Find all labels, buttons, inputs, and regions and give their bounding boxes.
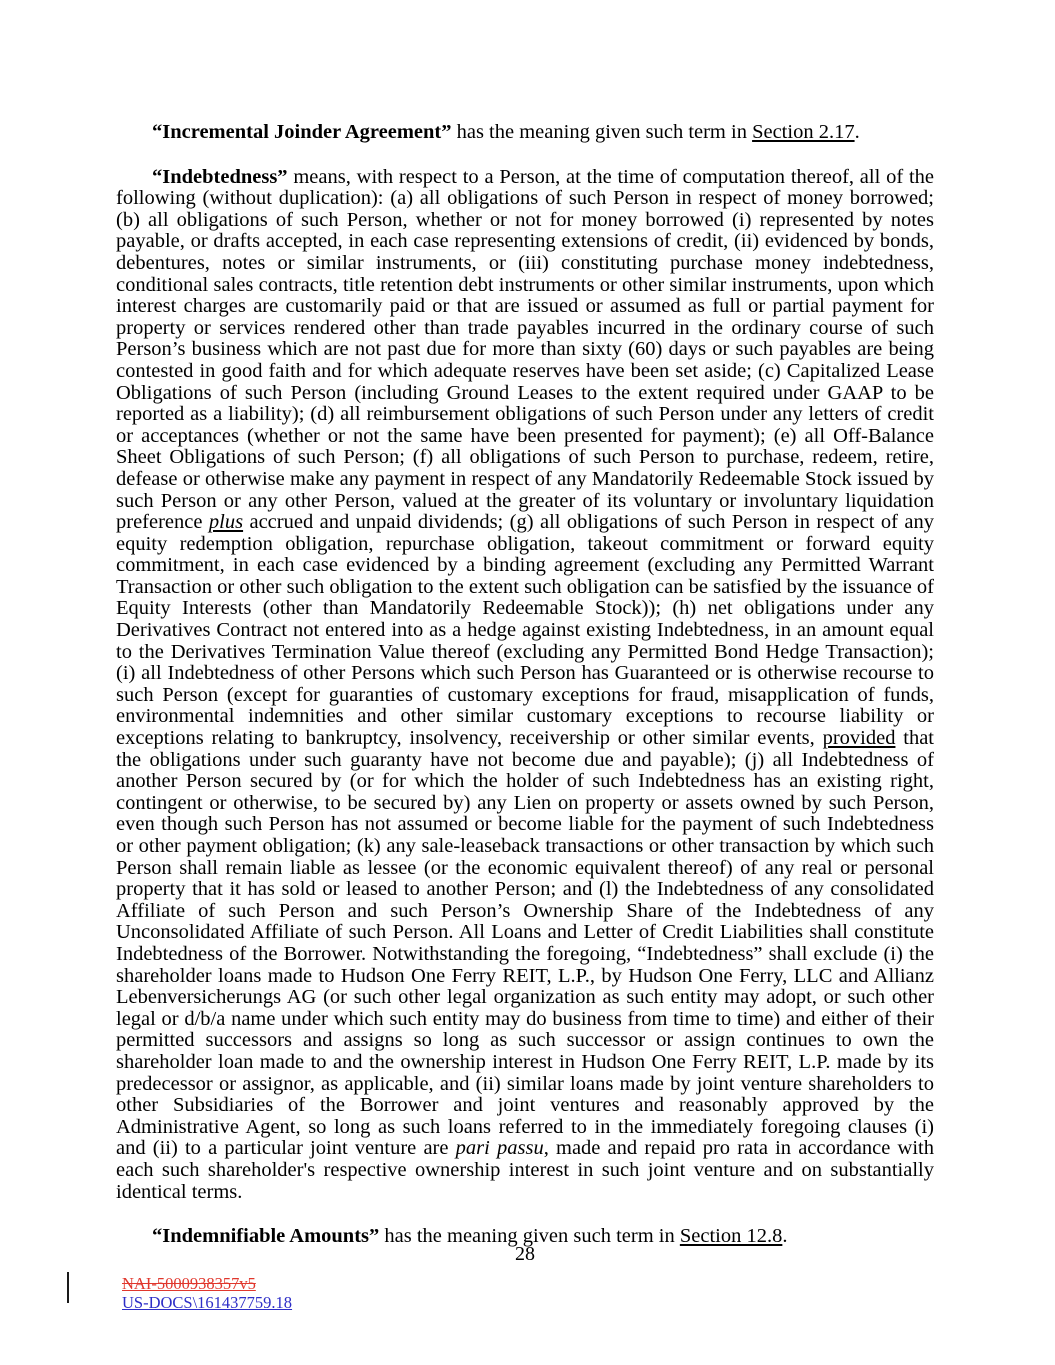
page-number: 28: [515, 1243, 535, 1265]
body-text: means, with respect to a Person, at the time of computation thereof, all of the following (without duplication): (a) all obligations of such Person in respect of money borrowed; (b) all obligations of such Person, whether or not for money borrowed (i) represented by notes payable, or drafts accepted, in each case representing extensions of credit, (ii) evidenced by bonds, debentures, notes or similar instruments, or (iii) constituting purchase money indebtedness, conditional sales contracts, title retention debt instruments or other similar instruments, upon which interest charges are customarily paid or that are issued or assumed as full or partial payment for property or services rendered other than trade payables incurred in the ordinary course of such Person’s business which are not past due for more than sixty (60) days or such payables are being contested in good faith and for which adequate reserves have been set aside; (c) Capitalized Lease Obligations of such Person (including Ground Leases to the extent required under GAAP to be reported as a liability); (d) all reimbursement obligations of such Person under any letters of credit or acceptances (whether or not the same have been presented for payment); (e) all Off-Balance Sheet Obligations of such Person; (f) all obligations of such Person to purchase, redeem, retire, defease or otherwise make any payment in respect of any Mandatorily Redeemable Stock issued by such Person or any other Person, valued at the greater of its voluntary or involuntary liquidation preference: [116, 165, 934, 534]
defined-term-indemnifiable-amounts: “Indemnifiable Amounts”: [152, 1225, 380, 1248]
document-body: [116, 122, 934, 1248]
revision-change-bar: [67, 1272, 69, 1303]
defined-term-indebtedness: “Indebtedness”: [152, 165, 288, 188]
body-text: , made and repaid pro rata in accordance with each such shareholder's respective ownership interest in such joint venture and on substantially identical terms.: [116, 1137, 934, 1203]
body-text: has the meaning given such term in: [379, 1225, 680, 1248]
body-text: accrued and unpaid dividends; (g) all obligations of such Person in respect of any equity redemption obligation, repurchase obligation, takeout commitment or forward equity commitment, in each case evidenced by a binding agreement (excluding any Permitted Warrant Transaction or other such obligation to the extent such obligation can be satisfied by the issuance of Equity Interests (other than Mandatorily Redeemable Stock)); (h) net obligations under any Derivatives Contract not entered into as a hedge against existing Indebtedness, in an amount equal to the Derivatives Termination Value thereof (excluding any Permitted Bond Hedge Transaction); (i) all Indebtedness of other Persons which such Person has Guaranteed or is otherwise recourse to such Person (except for guaranties of customary exceptions for fraud, misapplication of funds, environmental indemnities and other similar customary exceptions to recourse liability or exceptions relating to bankruptcy, insolvency, receivership or other similar events,: [116, 511, 934, 750]
body-text: has the meaning given such term in: [451, 121, 753, 143]
section-reference-12-8: Section 12.8: [679, 1225, 783, 1248]
defined-term-incremental-joinder-agreement: “Incremental Joinder Agreement”: [152, 121, 452, 143]
body-text: .: [782, 1225, 788, 1248]
definition-incremental-joinder-agreement: [116, 122, 934, 144]
emphasis-provided: provided: [822, 727, 896, 750]
section-reference-2-17: Section 2.17: [752, 121, 855, 143]
doc-id-current: US-DOCS\161437759.18: [122, 1293, 293, 1312]
document-id-stamp: [122, 1274, 292, 1312]
definition-indebtedness: [116, 167, 934, 1204]
doc-id-deleted: NAI-5000938357v5: [122, 1274, 256, 1293]
body-text: that the obligations under such guaranty have not become due and payable); (j) all Indebtedness of another Person secured by (or for which the holder of such Indebtedness has an existing right, contingent or otherwise, to be secured by) any Lien on property or assets owned by such Person, even though such Person has not assumed or become liable for the payment of such Indebtedness or other payment obligation; (k) any sale-leaseback transactions or other transaction by which such Person shall remain liable as lessee (or the economic equivalent thereof) of any real or personal property that it has sold or leased to another Person; and (l) the Indebtedness of any consolidated Affiliate of such Person and such Person’s Ownership Share of the Indebtedness of any Unconsolidated Affiliate of such Person. All Loans and Letter of Credit Liabilities shall constitute Indebtedness of the Borrower. Notwithstanding the foregoing, “Indebtedness” shall exclude (i) the shareholder loans made to Hudson One Ferry REIT, L.P., by Hudson One Ferry, LLC and Allianz Lebenversicherungs AG (or such other legal organization as such entity may adopt, or such other legal or d/b/a name under which such entity may do business from time to time) and either of their permitted successors and assigns so long as such successor or assign continues to own the shareholder loan made to and the ownership interest in Hudson One Ferry REIT, L.P. made by its predecessor or assignor, as applicable, and (ii) similar loans made by joint venture shareholders to other Subsidiaries of the Borrower and joint ventures and reasonably approved by the Administrative Agent, so long as such loans referred to in the immediately foregoing clauses (i) and (ii) to a particular joint venture are: [116, 727, 934, 1160]
body-text: .: [854, 121, 860, 143]
emphasis-plus: plus: [208, 511, 244, 534]
emphasis-pari-passu: pari passu: [455, 1137, 544, 1160]
